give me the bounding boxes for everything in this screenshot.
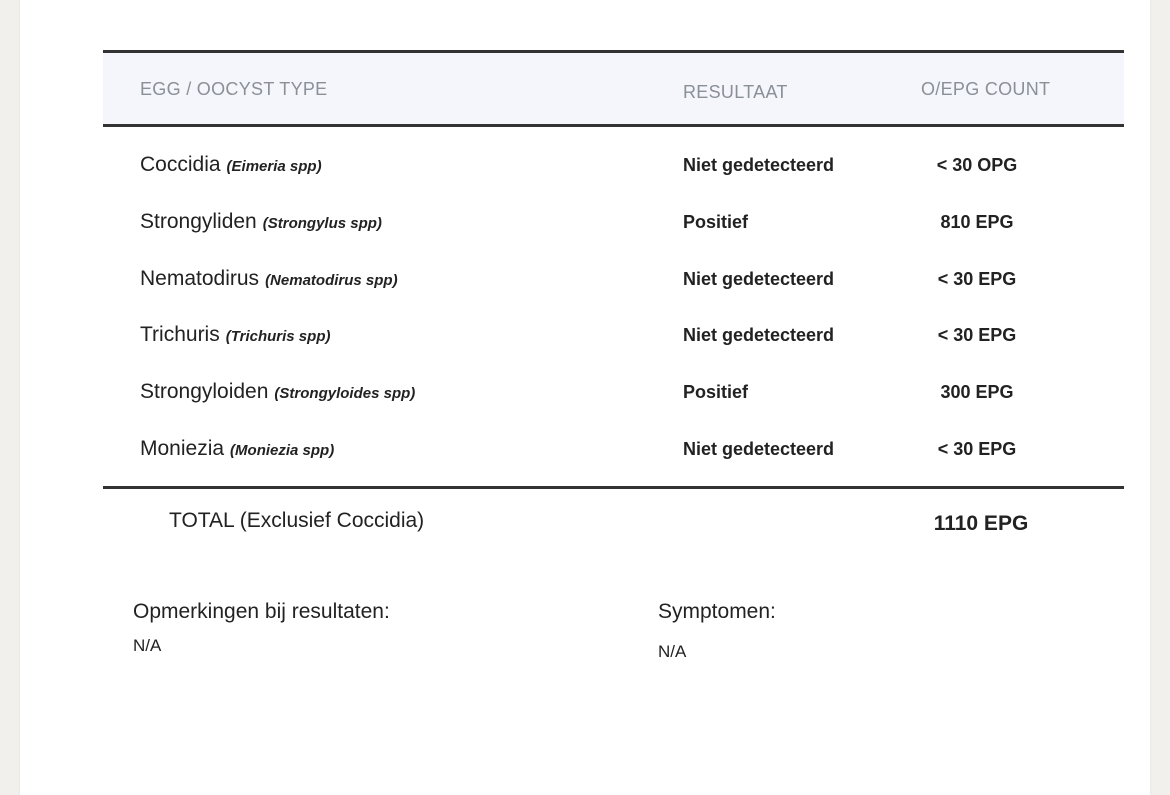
row-result: Niet gedetecteerd	[683, 439, 835, 459]
remarks-value: N/A	[133, 636, 162, 655]
row-name: Moniezia (Moniezia spp)	[140, 437, 335, 460]
row-count: < 30 OPG	[936, 155, 1018, 175]
row-scientific-name: (Eimeria spp)	[226, 158, 322, 175]
table-row	[103, 210, 1124, 250]
row-name: Strongyliden (Strongylus spp)	[140, 210, 382, 233]
row-result: Niet gedetecteerd	[683, 269, 835, 289]
results-table	[103, 50, 1124, 489]
table-row	[103, 380, 1124, 420]
table-row	[103, 437, 1124, 477]
row-name: Coccidia (Eimeria spp)	[140, 153, 322, 176]
row-result: Niet gedetecteerd	[683, 325, 835, 345]
header-count: O/EPG COUNT	[921, 79, 1051, 99]
total-row	[103, 509, 1124, 543]
header-result: RESULTAAT	[683, 82, 788, 102]
row-name: Strongyloiden (Strongyloides spp)	[140, 380, 416, 403]
symptoms-value: N/A	[658, 642, 687, 661]
row-scientific-name: (Strongyloides spp)	[274, 385, 416, 402]
row-result: Niet gedetecteerd	[683, 155, 835, 175]
row-count: 300 EPG	[940, 382, 1014, 402]
row-count: < 30 EPG	[937, 439, 1017, 459]
row-scientific-name: (Moniezia spp)	[230, 442, 335, 459]
table-row	[103, 323, 1124, 363]
remarks-title: Opmerkingen bij resultaten:	[133, 600, 390, 623]
table-header	[103, 50, 1124, 127]
row-count: < 30 EPG	[937, 325, 1017, 345]
row-result: Positief	[683, 212, 749, 232]
table-body	[103, 127, 1124, 489]
table-row	[103, 267, 1124, 307]
remarks-section	[133, 600, 390, 656]
row-result: Positief	[683, 382, 749, 402]
symptoms-section	[658, 600, 776, 662]
report-page	[20, 0, 1150, 795]
row-count: < 30 EPG	[937, 269, 1017, 289]
row-count: 810 EPG	[940, 212, 1014, 232]
header-egg-type: EGG / OOCYST TYPE	[140, 79, 328, 99]
total-label: TOTAL (Exclusief Coccidia)	[169, 509, 425, 532]
table-row	[103, 153, 1124, 193]
row-scientific-name: (Strongylus spp)	[262, 215, 382, 232]
row-scientific-name: (Nematodirus spp)	[265, 272, 398, 289]
row-name: Trichuris (Trichuris spp)	[140, 323, 331, 346]
row-scientific-name: (Trichuris spp)	[225, 328, 331, 345]
total-value: 1110 EPG	[933, 512, 1029, 535]
row-name: Nematodirus (Nematodirus spp)	[140, 267, 398, 290]
symptoms-title: Symptomen:	[658, 600, 776, 623]
